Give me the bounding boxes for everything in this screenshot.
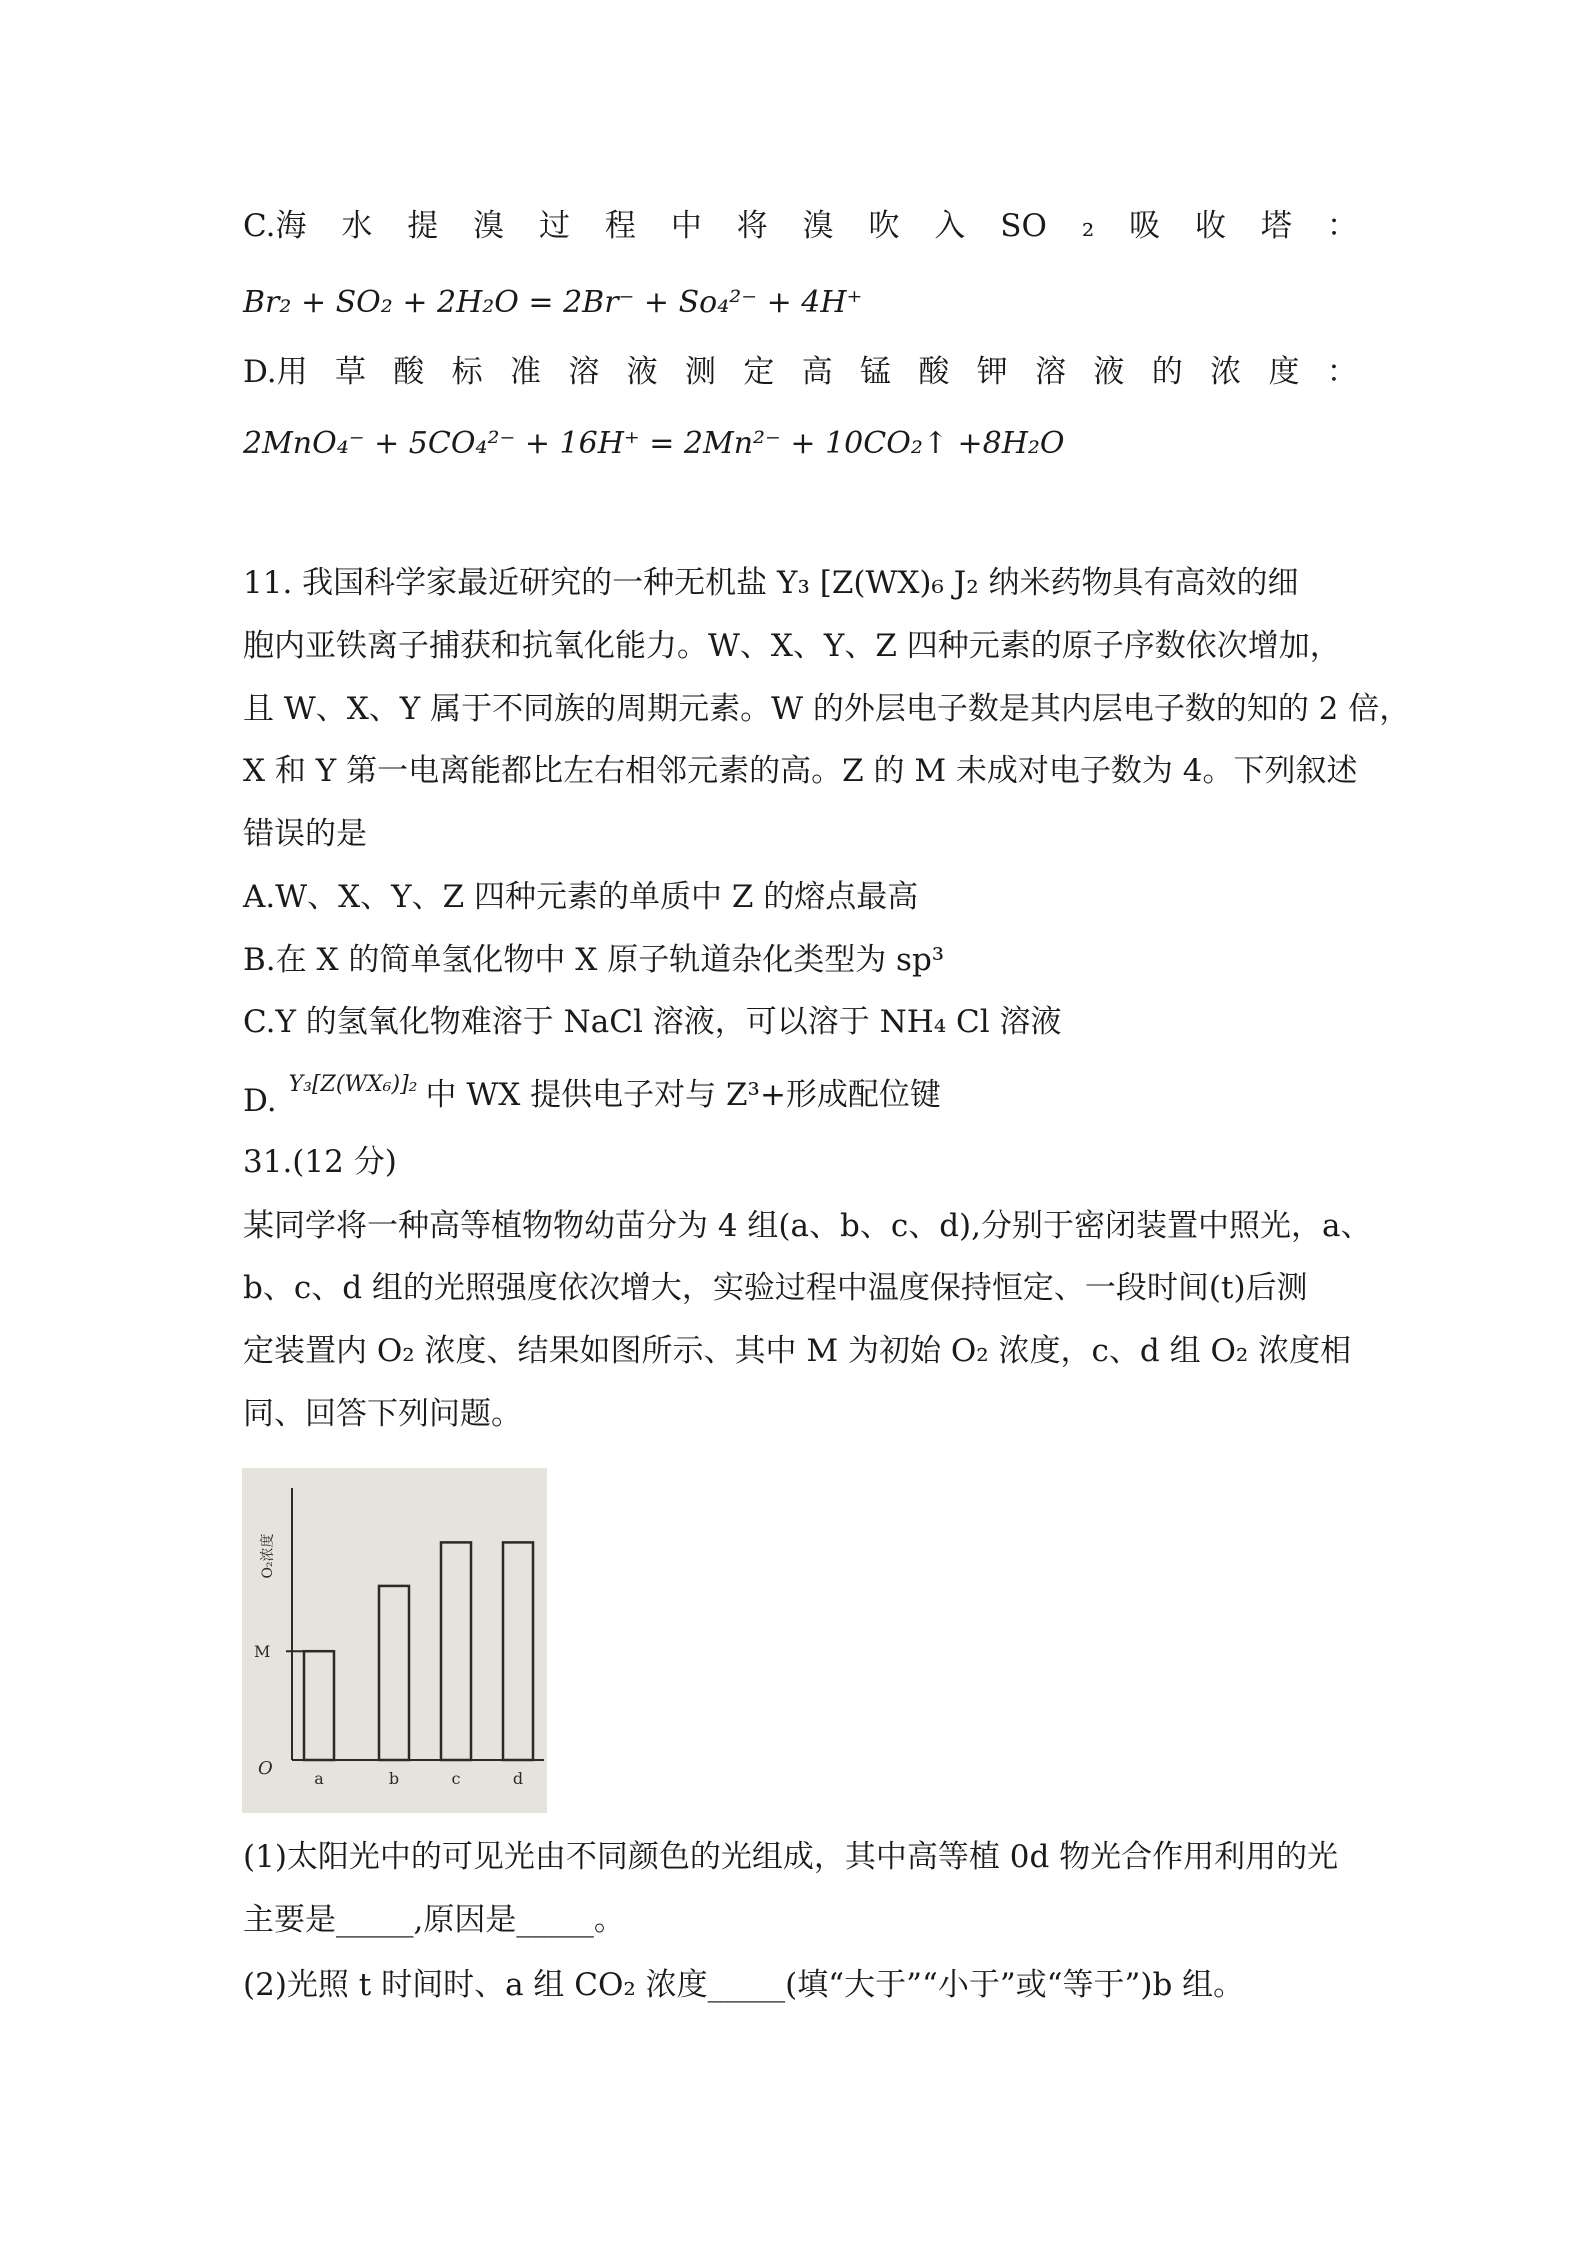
- q10-option-d-label: D.用 草 酸 标 准 溶 液 测 定 高 锰 酸 钾 溶 液 的 浓 度 ：: [243, 354, 1358, 390]
- q31-sub1-line-2: 主要是_____,原因是_____。: [243, 1902, 625, 1938]
- tick-label-d: d: [512, 1769, 524, 1788]
- q10-option-d-equation: 2MnO₄⁻ + 5CO₄²⁻ + 16H⁺ = 2Mn²⁻ + 10CO₂↑ +8H₂O: [243, 426, 1065, 461]
- tick-label-c: c: [451, 1769, 461, 1788]
- bar-c: [441, 1542, 471, 1760]
- q11-option-b: B.在 X 的简单氢化物中 X 原子轨道杂化类型为 sp³: [243, 942, 945, 978]
- origin-label: O: [258, 1758, 273, 1779]
- y-axis-label: O₂浓度: [260, 1533, 276, 1579]
- tick-labels-group: [314, 1769, 523, 1788]
- q11-option-d: [243, 1065, 941, 1121]
- bar-b: [379, 1586, 409, 1760]
- bars-group: [286, 1542, 533, 1760]
- q11-stem-line-5: 错误的是: [243, 816, 367, 852]
- bar-a: [304, 1651, 334, 1760]
- q11-option-c: C.Y 的氢氧化物难溶于 NaCl 溶液，可以溶于 NH₄ Cl 溶液: [243, 1004, 1062, 1040]
- tick-label-a: a: [314, 1769, 324, 1788]
- q31-header: 31.(12 分): [243, 1144, 397, 1180]
- q10-option-c-label: C.海 水 提 溴 过 程 中 将 溴 吹 入 SO ₂ 吸 收 塔 ：: [243, 208, 1358, 244]
- q10-option-c-equation: Br₂ + SO₂ + 2H₂O = 2Br⁻ + So₄²⁻ + 4H⁺: [243, 285, 863, 320]
- reference-label: M: [254, 1642, 271, 1662]
- bar-d: [503, 1542, 533, 1760]
- q11-stem-line-3: 且 W、X、Y 属于不同族的周期元素。W 的外层电子数是其内层电子数的知的 2 倍，: [243, 691, 1411, 727]
- chart-svg: [242, 1468, 547, 1813]
- q31-stem-line-2: b、c、d 组的光照强度依次增大，实验过程中温度保持恒定、一段时间(t)后测: [243, 1270, 1308, 1306]
- q31-sub1-line-1: (1)太阳光中的可见光由不同颜色的光组成，其中高等植 0d 物光合作用利用的光: [243, 1839, 1339, 1875]
- q11-stem-line-1: 11. 我国科学家最近研究的一种无机盐 Y₃ [Z(WX)₆ J₂ 纳米药物具有高效的细: [243, 565, 1299, 601]
- o2-concentration-chart: [242, 1468, 547, 1813]
- q11-option-a: A.W、X、Y、Z 四种元素的单质中 Z 的熔点最高: [243, 879, 919, 915]
- q11-stem-line-2: 胞内亚铁离子捕获和抗氧化能力。W、X、Y、Z 四种元素的原子序数依次增加，: [243, 628, 1341, 664]
- q11-option-d-prefix: D.: [243, 1083, 277, 1119]
- q31-stem-line-4: 同、回答下列问题。: [243, 1396, 522, 1432]
- q11-stem-line-4: X 和 Y 第一电离能都比左右相邻元素的高。Z 的 M 未成对电子数为 4。下列叙述: [243, 753, 1358, 789]
- q31-sub2: (2)光照 t 时间时、a 组 CO₂ 浓度_____(填“大于”“小于”或“等于”)b 组。: [243, 1967, 1245, 2003]
- q11-option-d-formula: Y₃[Z(WX₆)]₂: [288, 1072, 418, 1097]
- q31-stem-line-1: 某同学将一种高等植物物幼苗分为 4 组(a、b、c、d),分别于密闭装置中照光，a、: [243, 1208, 1372, 1244]
- q31-stem-line-3: 定装置内 O₂ 浓度、结果如图所示、其中 M 为初始 O₂ 浓度，c、d 组 O₂ 浓度相: [243, 1333, 1352, 1369]
- tick-label-b: b: [388, 1769, 400, 1788]
- q11-option-d-text: 中 WX 提供电子对与 Z³+形成配位键: [425, 1077, 941, 1113]
